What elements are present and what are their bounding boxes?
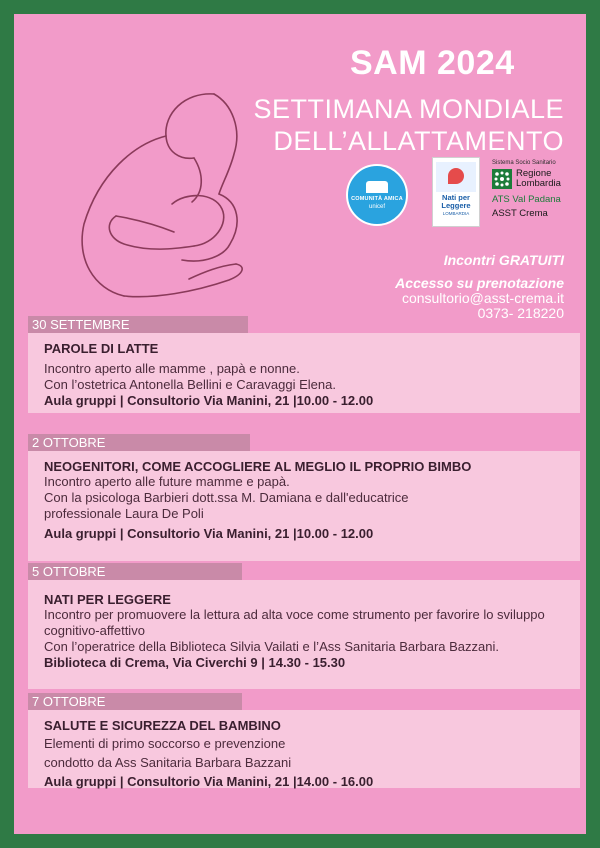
event-date: 2 OTTOBRE (28, 434, 250, 452)
npl-picture-icon (436, 162, 476, 192)
event-date: 30 SETTEMBRE (28, 316, 248, 334)
unicef-logo-bottom: unicef (368, 203, 385, 210)
event-description: Incontro per promuovere la lettura ad alta voce come strumento per favorire lo sviluppo cognitivo-affettivo (44, 607, 545, 638)
email-link[interactable]: consultorio@asst-crema.it (401, 290, 564, 306)
unicef-logo (346, 164, 408, 226)
sss-label: Sistema Socio Sanitario (492, 160, 556, 166)
booking-label: Accesso su prenotazione (395, 275, 564, 291)
event-location: Aula gruppi | Consultorio Via Manini, 21 |10.00 - 12.00 (44, 526, 374, 541)
event-title: NEOGENITORI, COME ACCOGLIERE AL MEGLIO IL PROPRIO BIMBO (44, 459, 472, 474)
event-speakers: Con l’ostetrica Antonella Bellini e Caravaggi Elena. (44, 377, 336, 392)
breastfeeding-illustration (54, 74, 284, 314)
event-title: SALUTE E SICUREZZA DEL BAMBINO (44, 718, 281, 733)
event-speakers: Con l’operatrice della Biblioteca Silvia Vailati e l’Ass Sanitaria Barbara Bazzani. (44, 639, 499, 654)
event-title: NATI PER LEGGERE (44, 592, 171, 607)
regione-lombardia-logo (492, 160, 574, 219)
event-description: Incontro aperto alle mamme , papà e nonne. (44, 361, 300, 376)
event-card (28, 710, 580, 788)
event-date: 7 OTTOBRE (28, 693, 242, 711)
event-card (28, 333, 580, 413)
regione-label: Regione Lombardia (516, 168, 561, 189)
event-card (28, 451, 580, 561)
event-speakers: condotto da Ass Sanitaria Barbara Bazzani (44, 755, 292, 770)
event-location: Aula gruppi | Consultorio Via Manini, 21 |14.00 - 16.00 (44, 774, 374, 789)
rosa-camuna-icon (492, 169, 512, 189)
event-location: Biblioteca di Crema, Via Civerchi 9 | 14.30 - 15.30 (44, 655, 346, 670)
page-title: SAM 2024 (350, 44, 515, 82)
event-description: Elementi di primo soccorso e prevenzione (44, 736, 286, 751)
unicef-logo-top: COMUNITÀ AMICA (351, 195, 403, 202)
phone-number: 0373- 218220 (477, 305, 564, 321)
free-events-label: Incontri GRATUITI (443, 252, 564, 268)
event-description: Incontro aperto alle future mamme e papà. (44, 474, 290, 489)
book-icon (366, 181, 388, 193)
subtitle-line-2: DELL’ALLATTAMENTO (273, 126, 564, 156)
subtitle-line-1: SETTIMANA MONDIALE (253, 94, 564, 124)
ats-label: ATS Val Padana (492, 194, 561, 205)
event-location: Aula gruppi | Consultorio Via Manini, 21 |10.00 - 12.00 (44, 393, 374, 408)
npl-logo-text: Nati per Leggere (441, 193, 471, 210)
nati-per-leggere-logo (432, 157, 480, 227)
npl-logo-sub: LOMBARDIA (442, 211, 470, 216)
event-title: PAROLE DI LATTE (44, 341, 159, 356)
poster (14, 14, 586, 834)
event-date: 5 OTTOBRE (28, 563, 242, 581)
event-card (28, 580, 580, 689)
asst-label: ASST Crema (492, 208, 548, 219)
event-speakers: Con la psicologa Barbieri dott.ssa M. Damiana e dall'educatrice professionale Laura De Poli (44, 490, 409, 521)
